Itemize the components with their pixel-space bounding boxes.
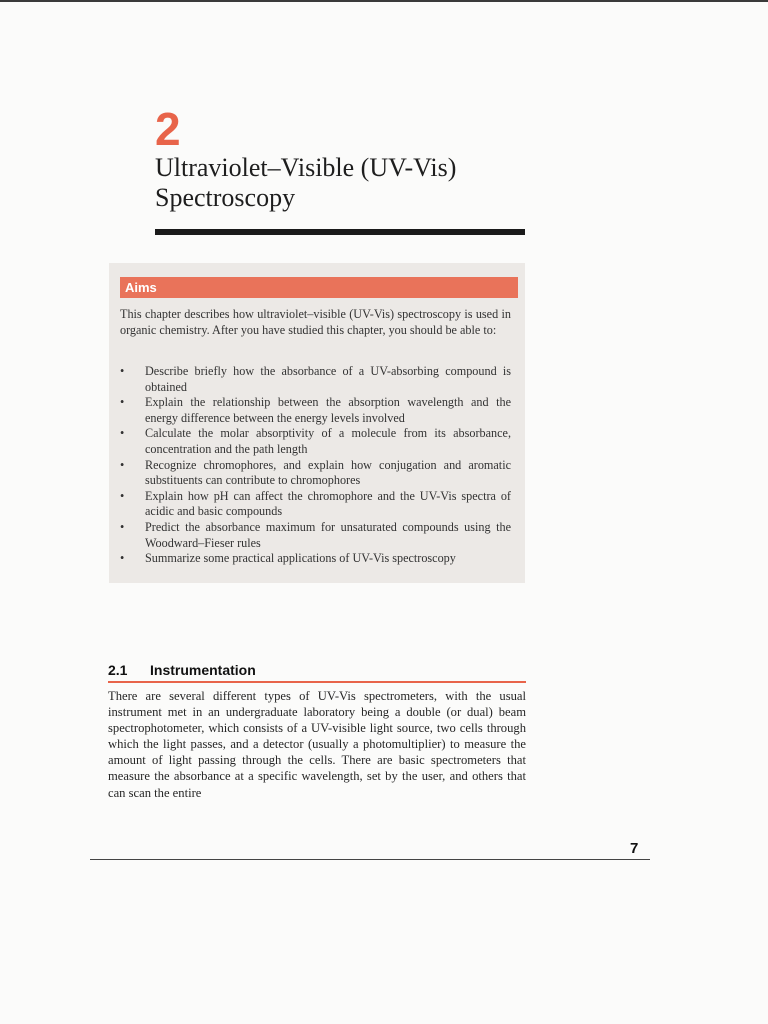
aims-item-text: Recognize chromophores, and explain how conjugation and aromatic substituents can contribute to chromophores [145,457,511,488]
bullet-icon: • [120,519,125,534]
aims-heading: Aims [120,277,518,298]
bullet-icon: • [120,426,125,441]
aims-item-text: Predict the absorbance maximum for unsaturated compounds using the Woodward–Fieser rules [145,519,511,550]
chapter-title: Ultraviolet–Visible (UV-Vis) Spectroscopy [155,153,457,212]
aims-list-item [120,364,511,395]
aims-list-item [120,551,511,567]
aims-list-item [120,426,511,457]
aims-list [120,364,511,567]
aims-item-text: Summarize some practical applications of UV-Vis spectroscopy [145,551,456,566]
aims-list-item [120,489,511,520]
title-rule [155,229,525,235]
aims-box [109,263,525,583]
bullet-icon: • [120,364,125,378]
aims-list-item [120,458,511,489]
aims-item-text: Calculate the molar absorptivity of a molecule from its absorbance, concentration and the path length [145,426,511,456]
bullet-icon: • [120,395,125,410]
aims-intro: This chapter describes how ultraviolet–visible (UV-Vis) spectroscopy is used in organic chemistry. After you have studied this chapter, you should be able to: [120,307,511,337]
section-rule [108,681,526,683]
bullet-icon: • [120,488,125,503]
bullet-icon: • [120,457,125,472]
section-body-paragraph: There are several different types of UV-Vis spectrometers, with the usual instrument met in an undergraduate laboratory being a double (or dual) beam spectrophotometer, which consists of a UV-visible light source, two cells through which the light passes, and a detector (usually a photomultiplier) to measure the amount of light passing through the cells. There are basic spectrometers that measure the absorbance at a specific wavelength, set by the user, and others that can scan the entire [108,689,526,800]
aims-item-text: Explain the relationship between the absorption wavelength and the energy difference between the energy levels involved [145,395,511,425]
footer-rule [90,859,650,860]
aims-list-item [120,520,511,551]
chapter-number: 2 [155,103,181,155]
aims-list-item [120,395,511,426]
section-heading [108,661,526,679]
aims-item-text: Explain how pH can affect the chromophore and the UV-Vis spectra of acidic and basic compounds [145,488,511,519]
section-number: 2.1 [108,662,128,678]
scan-edge [0,0,768,2]
aims-item-text: Describe briefly how the absorbance of a UV-absorbing compound is obtained [145,364,511,394]
bullet-icon: • [120,551,125,566]
page-number: 7 [630,840,639,857]
section-title: Instrumentation [150,662,256,678]
